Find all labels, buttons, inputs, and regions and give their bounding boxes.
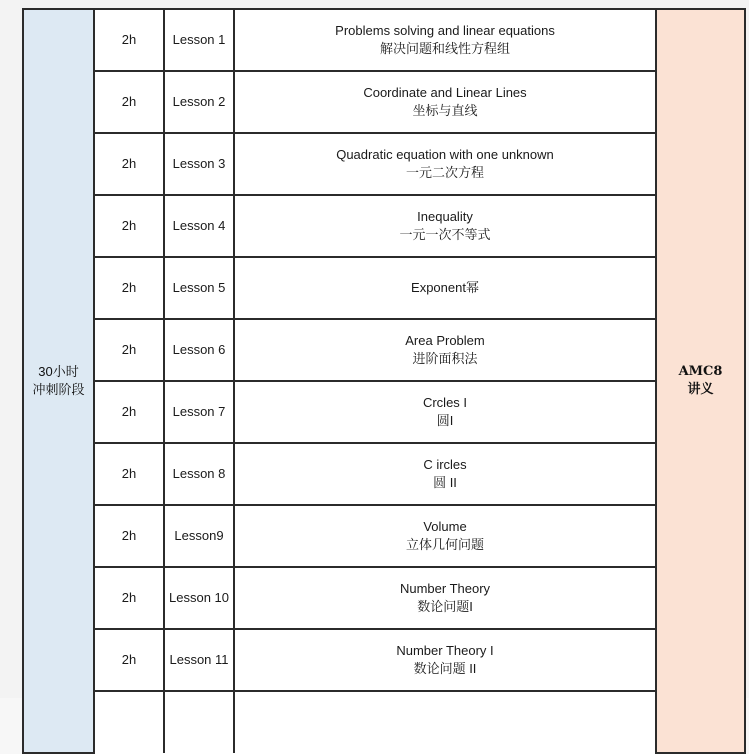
lesson-cell: Lesson 11 — [164, 629, 234, 691]
topic-english: Number Theory I — [396, 643, 494, 658]
topic-cell — [234, 9, 656, 71]
topic-cell — [234, 195, 656, 257]
lesson-cell: Lesson 4 — [164, 195, 234, 257]
topic-english: Volume — [423, 519, 467, 534]
topic-cell — [234, 71, 656, 133]
topic-chinese: 一元一次不等式 — [399, 227, 491, 242]
topic-cell-partial — [234, 691, 656, 753]
topic-chinese: 数论问题I — [417, 599, 473, 614]
hours-cell: 2h — [94, 567, 164, 629]
lesson-cell: Lesson 3 — [164, 133, 234, 195]
lesson-cell: Lesson 10 — [164, 567, 234, 629]
topic-cell — [234, 381, 656, 443]
table-row — [23, 71, 745, 133]
hours-cell: 2h — [94, 629, 164, 691]
table-row — [23, 381, 745, 443]
topic-cell — [234, 257, 656, 319]
table-row — [23, 319, 745, 381]
topic-cell — [234, 319, 656, 381]
topic-chinese: 圆 II — [433, 475, 457, 490]
hours-cell: 2h — [94, 257, 164, 319]
topic-english: Area Problem — [405, 333, 485, 348]
topic-cell — [234, 505, 656, 567]
material-cell — [656, 9, 745, 753]
topic-cell — [234, 133, 656, 195]
stage-cell — [23, 9, 94, 753]
topic-cell — [234, 567, 656, 629]
lesson-cell: Lesson 2 — [164, 71, 234, 133]
lesson-cell: Lesson 6 — [164, 319, 234, 381]
topic-chinese: 数论问题 II — [413, 661, 477, 676]
topic-english: C ircles — [423, 457, 467, 472]
lesson-cell: Lesson 7 — [164, 381, 234, 443]
topic-english: Exponent幂 — [411, 280, 479, 295]
hours-cell: 2h — [94, 71, 164, 133]
table-row — [23, 505, 745, 567]
topic-chinese: 立体几何问题 — [405, 537, 484, 552]
table-row — [23, 629, 745, 691]
table-row — [23, 133, 745, 195]
table-row — [23, 257, 745, 319]
hours-cell-partial — [94, 691, 164, 753]
topic-english: Coordinate and Linear Lines — [363, 85, 527, 100]
hours-cell: 2h — [94, 319, 164, 381]
hours-cell: 2h — [94, 381, 164, 443]
course-schedule-table — [22, 8, 746, 754]
topic-chinese: 解决问题和线性方程组 — [379, 41, 510, 56]
table-row — [23, 567, 745, 629]
stage-line-2: 冲刺阶段 — [32, 382, 85, 397]
hours-cell: 2h — [94, 505, 164, 567]
lesson-cell-partial — [164, 691, 234, 753]
topic-cell — [234, 443, 656, 505]
lesson-cell: Lesson 8 — [164, 443, 234, 505]
topic-chinese: 一元二次方程 — [405, 165, 484, 180]
hours-cell: 2h — [94, 195, 164, 257]
lesson-cell: Lesson 5 — [164, 257, 234, 319]
table-row — [23, 195, 745, 257]
hours-cell: 2h — [94, 443, 164, 505]
hours-cell: 2h — [94, 9, 164, 71]
material-line-1: AMC8 — [678, 364, 723, 379]
topic-cell — [234, 629, 656, 691]
topic-chinese: 进阶面积法 — [412, 351, 478, 366]
topic-english: Problems solving and linear equations — [335, 23, 555, 38]
topic-english: Inequality — [417, 209, 473, 224]
material-line-2: 讲义 — [687, 382, 714, 397]
lesson-cell: Lesson9 — [164, 505, 234, 567]
topic-chinese: 圆I — [436, 413, 454, 428]
topic-english: Crcles I — [422, 395, 468, 410]
topic-english: Quadratic equation with one unknown — [336, 147, 554, 162]
topic-chinese: 坐标与直线 — [412, 103, 478, 118]
hours-cell: 2h — [94, 133, 164, 195]
stage-line-1: 30小时 — [38, 364, 79, 379]
table-row-partial — [23, 691, 745, 753]
table-row — [23, 9, 745, 71]
table-row — [23, 443, 745, 505]
lesson-cell: Lesson 1 — [164, 9, 234, 71]
topic-english: Number Theory — [399, 581, 491, 596]
